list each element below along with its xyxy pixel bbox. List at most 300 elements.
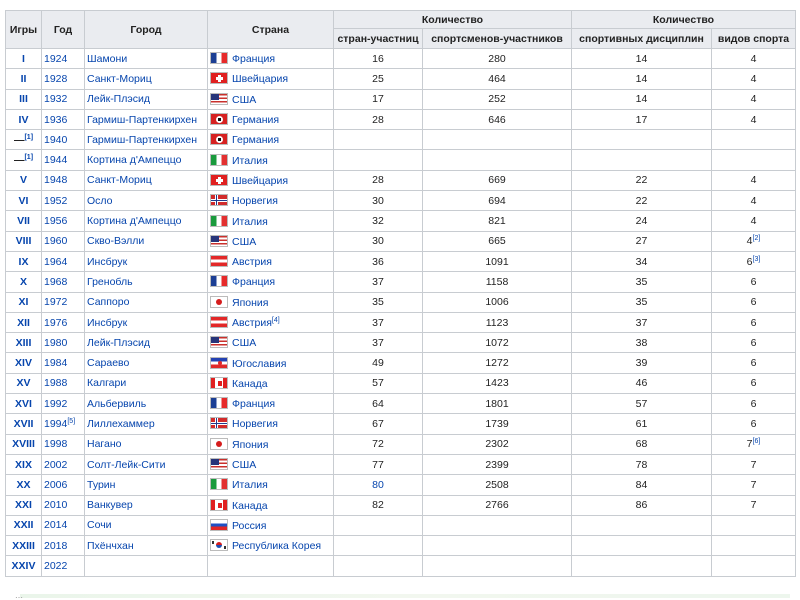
athletes-count-value: 1423 (485, 377, 509, 390)
disciplines-count-cell (572, 69, 712, 89)
year-cell (42, 231, 85, 251)
countries-count-value: 80 (372, 478, 384, 491)
country-link[interactable]: Швейцария (232, 73, 289, 86)
flag-de-icon[interactable] (210, 113, 228, 125)
year-link[interactable]: 1980 (44, 336, 68, 349)
games-number-link[interactable]: — (13, 133, 25, 146)
sports-count-cell (712, 231, 796, 251)
sports-count-cell (712, 211, 796, 231)
athletes-count-value: 280 (488, 52, 506, 65)
countries-count-value: 28 (372, 113, 384, 126)
countries-count-cell (334, 191, 423, 211)
athletes-count-cell (423, 414, 572, 434)
table-row (6, 515, 796, 535)
sports-count-cell (712, 191, 796, 211)
countries-count-cell (334, 536, 423, 556)
games-number-link[interactable]: XI (18, 296, 29, 309)
city-cell (85, 170, 208, 190)
athletes-count-cell (423, 475, 572, 495)
year-link[interactable]: 1972 (44, 296, 68, 309)
athletes-count-cell (423, 251, 572, 271)
disciplines-count-cell (572, 211, 712, 231)
city-link[interactable]: Лиллехаммер (87, 417, 155, 430)
athletes-count-cell (423, 211, 572, 231)
header-city[interactable]: Город (85, 11, 208, 49)
athletes-count-cell (423, 312, 572, 332)
year-link[interactable]: 1932 (44, 93, 68, 106)
country-link[interactable]: США (232, 93, 257, 106)
year-link[interactable]: 1956 (44, 215, 68, 228)
year-link[interactable]: 1984 (44, 357, 68, 370)
city-link[interactable]: Инсбрук (87, 255, 128, 268)
disciplines-count-value: 37 (635, 316, 648, 329)
city-cell (85, 414, 208, 434)
city-link[interactable]: Саппоро (87, 296, 130, 309)
city-cell (85, 292, 208, 312)
sports-count-cell (712, 353, 796, 373)
games-number-cell (6, 49, 42, 69)
year-link[interactable]: 1952 (44, 194, 68, 207)
city-cell (85, 272, 208, 292)
games-number-link[interactable]: XIII (15, 336, 32, 349)
year-link[interactable]: 1940 (44, 133, 68, 146)
sports-count-value: 4 (750, 194, 757, 207)
country-cell (208, 475, 334, 495)
city-cell (85, 394, 208, 414)
flag-at-icon[interactable] (210, 316, 228, 328)
year-link[interactable]: 2010 (44, 499, 68, 512)
footnote-ref[interactable]: [5] (67, 417, 76, 425)
year-cell (42, 49, 85, 69)
flag-fr-icon[interactable] (210, 275, 228, 287)
countries-count-cell (334, 231, 423, 251)
games-number-cell (6, 515, 42, 535)
country-link[interactable]: США (232, 337, 257, 350)
athletes-count-cell (423, 150, 572, 170)
city-cell (85, 333, 208, 353)
sports-count-value: 6 (750, 417, 757, 430)
sports-count-cell (712, 434, 796, 454)
sports-count-value: 6 (750, 275, 757, 288)
header-countries-count[interactable]: стран-участниц (334, 29, 423, 49)
year-cell (42, 191, 85, 211)
countries-count-value: 28 (372, 174, 384, 187)
games-number-link[interactable]: XXIII (12, 539, 35, 552)
games-number-link[interactable]: X (19, 275, 27, 288)
header-games[interactable]: Игры (6, 11, 42, 49)
disciplines-count-cell (572, 109, 712, 129)
country-cell (208, 231, 334, 251)
country-link[interactable]: Республика Корея (232, 540, 322, 553)
countries-count-value: 35 (372, 296, 384, 309)
city-link[interactable]: Санкт-Мориц (87, 72, 152, 85)
city-link[interactable]: Инсбрук (87, 316, 128, 329)
year-cell (42, 150, 85, 170)
countries-count-cell (334, 251, 423, 271)
games-number-link[interactable]: V (19, 174, 27, 187)
footnote-ref[interactable]: [4] (271, 317, 280, 324)
header-sports-count[interactable]: видов спорта (712, 29, 796, 49)
athletes-count-value: 1091 (485, 255, 509, 268)
footnote-ref[interactable]: [1] (24, 133, 34, 141)
athletes-count-cell (423, 292, 572, 312)
athletes-count-value: 1123 (485, 316, 509, 329)
athletes-count-cell (423, 49, 572, 69)
sports-count-value: 6 (750, 296, 757, 309)
country-link[interactable]: Канада (232, 377, 268, 390)
sports-count-value: 6 (750, 316, 757, 329)
flag-us-icon[interactable] (210, 458, 228, 470)
flag-jp-icon[interactable] (210, 438, 228, 450)
flag-fr-icon[interactable] (210, 52, 228, 64)
year-cell (42, 394, 85, 414)
sports-count-cell (712, 49, 796, 69)
table-row (6, 394, 796, 414)
games-number-cell (6, 333, 42, 353)
athletes-count-cell (423, 394, 572, 414)
flag-de-icon[interactable] (210, 133, 228, 145)
games-number-link[interactable]: XV (16, 377, 31, 390)
country-cell (208, 434, 334, 454)
footnote-ref[interactable]: [3] (752, 255, 761, 263)
year-link[interactable]: 2002 (44, 458, 68, 471)
sports-count-value: 4 (750, 215, 757, 228)
header-country[interactable]: Страна (208, 11, 334, 49)
year-cell (42, 373, 85, 393)
city-link[interactable]: Скво-Вэлли (87, 235, 145, 248)
year-link[interactable]: 1998 (44, 438, 68, 451)
year-link[interactable]: 1994 (44, 417, 68, 430)
city-link[interactable]: Пхёнчхан (87, 539, 134, 552)
city-link[interactable]: Гармиш-Партенкирхен (87, 113, 198, 126)
sports-count-cell (712, 109, 796, 129)
olympics-table-wrapper (5, 10, 796, 577)
flag-at-icon[interactable] (210, 255, 228, 267)
countries-count-value: 25 (372, 72, 384, 85)
countries-count-cell[interactable] (334, 475, 423, 495)
countries-count-cell (334, 170, 423, 190)
year-link[interactable]: 1936 (44, 113, 68, 126)
countries-count-cell (334, 69, 423, 89)
athletes-count-cell (423, 170, 572, 190)
footnote-ref[interactable]: [1] (24, 154, 34, 162)
countries-count-cell (334, 495, 423, 515)
games-number-cell (6, 89, 42, 109)
footnote-ref[interactable]: [2] (752, 235, 761, 243)
games-number-cell (6, 475, 42, 495)
year-link[interactable]: 1964 (44, 255, 68, 268)
year-link[interactable]: 2018 (44, 539, 68, 552)
disciplines-count-value: 57 (635, 397, 648, 410)
flag-it-icon[interactable] (210, 154, 228, 166)
city-cell (85, 556, 208, 576)
disciplines-count-cell (572, 454, 712, 474)
country-cell (208, 394, 334, 414)
flag-us-icon[interactable] (210, 336, 228, 348)
sports-count-cell (712, 536, 796, 556)
flag-ru-icon[interactable] (210, 519, 228, 531)
city-link[interactable]: Ванкувер (87, 499, 133, 512)
year-link[interactable]: 1988 (44, 377, 68, 390)
flag-us-icon[interactable] (210, 93, 228, 105)
games-number-link[interactable]: XII (17, 316, 30, 329)
city-link[interactable]: Калгари (87, 377, 127, 390)
games-number-cell (6, 536, 42, 556)
countries-count-cell (334, 394, 423, 414)
flag-fr-icon[interactable] (210, 397, 228, 409)
sports-count-cell (712, 373, 796, 393)
disciplines-count-cell (572, 333, 712, 353)
disciplines-count-cell (572, 353, 712, 373)
country-link[interactable]: Австрия (232, 317, 272, 329)
country-link[interactable]: Германия (232, 114, 280, 127)
games-number-cell (6, 414, 42, 434)
country-link[interactable]: Югославия (232, 357, 287, 370)
city-link[interactable]: Сараево (87, 357, 130, 370)
city-link[interactable]: Турин (87, 478, 116, 491)
disciplines-count-cell (572, 251, 712, 271)
table-row (6, 475, 796, 495)
games-number-link[interactable]: I (22, 52, 25, 65)
games-number-link[interactable]: VII (17, 215, 30, 228)
country-link[interactable]: Норвегия (232, 418, 278, 431)
table-row (6, 109, 796, 129)
country-link[interactable]: Канада (232, 499, 268, 512)
year-link[interactable]: 1968 (44, 275, 68, 288)
city-link[interactable]: Солт-Лейк-Сити (87, 458, 166, 471)
year-cell (42, 89, 85, 109)
games-number-cell (6, 69, 42, 89)
disciplines-count-value: 27 (635, 235, 648, 248)
countries-count-value: 37 (372, 336, 384, 349)
year-cell (42, 414, 85, 434)
country-link[interactable]: США (232, 459, 257, 472)
winter-olympics-table (5, 10, 796, 577)
country-link[interactable]: Россия (232, 519, 267, 532)
games-number-cell (6, 454, 42, 474)
year-cell (42, 454, 85, 474)
games-number-link[interactable]: XVII (13, 417, 34, 430)
games-number-link[interactable]: XX (16, 478, 31, 491)
country-link[interactable]: Италия (232, 215, 268, 228)
games-number-link[interactable]: XIV (15, 357, 32, 370)
games-number-link[interactable]: XVIII (12, 438, 35, 451)
table-row (6, 49, 796, 69)
athletes-count-value: 646 (488, 113, 506, 126)
table-row (6, 251, 796, 271)
header-athletes-count[interactable]: спортсменов-участников (423, 29, 572, 49)
sports-count-cell (712, 89, 796, 109)
country-link[interactable]: Швейцария (232, 174, 289, 187)
flag-ch-icon[interactable] (210, 72, 228, 84)
year-link[interactable]: 1948 (44, 174, 68, 187)
year-link[interactable]: 1944 (44, 154, 68, 167)
flag-us-icon[interactable] (210, 235, 228, 247)
city-link[interactable]: Санкт-Мориц (87, 174, 152, 187)
countries-count-cell (334, 49, 423, 69)
games-number-cell (6, 312, 42, 332)
countries-count-cell (334, 312, 423, 332)
disciplines-count-cell (572, 475, 712, 495)
country-link[interactable]: Германия (232, 134, 280, 147)
city-link[interactable]: Сочи (87, 519, 112, 532)
sports-count-cell (712, 495, 796, 515)
disciplines-count-value: 14 (635, 93, 648, 106)
games-number-cell (6, 251, 42, 271)
athletes-count-value: 1006 (485, 296, 509, 309)
games-number-link[interactable]: IX (18, 255, 29, 268)
disciplines-count-value: 61 (635, 417, 648, 430)
sports-count-value: 6 (750, 336, 757, 349)
flag-yu-icon[interactable] (210, 357, 228, 369)
city-link[interactable]: Лейк-Плэсид (87, 336, 150, 349)
flag-ca-icon[interactable] (210, 377, 228, 389)
countries-count-value: 36 (372, 255, 384, 268)
city-link[interactable]: Нагано (87, 438, 122, 451)
athletes-count-value: 1739 (485, 417, 509, 430)
games-number-link[interactable]: XXI (15, 499, 32, 512)
countries-count-cell (334, 211, 423, 231)
country-cell (208, 49, 334, 69)
sports-count-cell (712, 170, 796, 190)
country-link[interactable]: Италия (232, 479, 268, 492)
games-number-link[interactable]: III (19, 93, 28, 106)
country-link[interactable]: Франция (232, 276, 276, 289)
year-link[interactable]: 1928 (44, 72, 68, 85)
flag-ch-icon[interactable] (210, 174, 228, 186)
games-number-link[interactable]: II (20, 72, 27, 85)
athletes-count-cell (423, 515, 572, 535)
disciplines-count-cell (572, 312, 712, 332)
country-link[interactable]: США (232, 235, 257, 248)
disciplines-count-value: 17 (635, 113, 648, 126)
country-cell (208, 272, 334, 292)
city-cell (85, 89, 208, 109)
country-link[interactable]: Япония (232, 438, 269, 451)
athletes-count-value: 2766 (485, 499, 509, 512)
games-number-link[interactable]: IV (18, 113, 29, 126)
city-cell (85, 211, 208, 231)
games-number-link[interactable]: XVI (15, 397, 32, 410)
flag-jp-icon[interactable] (210, 296, 228, 308)
flag-kr-icon[interactable] (210, 539, 228, 551)
year-cell (42, 130, 85, 150)
disciplines-count-value: 22 (635, 194, 648, 207)
disciplines-count-cell (572, 191, 712, 211)
city-link[interactable]: Гармиш-Партенкирхен (87, 133, 198, 146)
countries-count-value: 77 (372, 458, 384, 471)
year-link[interactable]: 2006 (44, 478, 68, 491)
games-number-link[interactable]: VIII (15, 235, 32, 248)
disciplines-count-cell (572, 373, 712, 393)
city-link[interactable]: Осло (87, 194, 113, 207)
athletes-count-value: 1801 (485, 397, 509, 410)
countries-count-value: 17 (372, 93, 384, 106)
country-link[interactable]: Австрия (232, 256, 272, 269)
games-number-cell (6, 109, 42, 129)
athletes-count-cell (423, 454, 572, 474)
header-disciplines-count[interactable]: спортивных дисциплин (572, 29, 712, 49)
city-link[interactable]: Кортина д'Ампеццо (87, 215, 182, 228)
footnote-ref[interactable]: [6] (752, 438, 761, 446)
table-row (6, 353, 796, 373)
country-link[interactable]: Франция (232, 53, 276, 66)
athletes-count-value: 252 (488, 93, 506, 106)
flag-it-icon[interactable] (210, 478, 228, 490)
countries-count-value: 57 (372, 377, 384, 390)
athletes-count-cell (423, 536, 572, 556)
country-cell (208, 191, 334, 211)
year-cell (42, 536, 85, 556)
table-row (6, 231, 796, 251)
flag-it-icon[interactable] (210, 215, 228, 227)
sports-count-value: 6 (750, 357, 757, 370)
games-number-link[interactable]: VI (18, 194, 29, 207)
header-count-group-2: Количество (572, 11, 796, 29)
city-link[interactable]: Альбервиль (87, 397, 147, 410)
sports-count-value: 6 (750, 397, 757, 410)
flag-no-icon[interactable] (210, 417, 228, 429)
table-row (6, 170, 796, 190)
year-link[interactable]: 1992 (44, 397, 68, 410)
year-link[interactable]: 2014 (44, 519, 68, 532)
games-number-cell (6, 150, 42, 170)
city-link[interactable]: Кортина д'Ампеццо (87, 154, 182, 167)
year-cell (42, 312, 85, 332)
flag-no-icon[interactable] (210, 194, 228, 206)
country-cell (208, 150, 334, 170)
disciplines-count-cell (572, 130, 712, 150)
year-link[interactable]: 1976 (44, 316, 68, 329)
country-link[interactable]: Италия (232, 154, 268, 167)
year-cell (42, 515, 85, 535)
country-cell (208, 109, 334, 129)
flag-ca-icon[interactable] (210, 499, 228, 511)
year-cell (42, 353, 85, 373)
sports-count-cell (712, 312, 796, 332)
city-link[interactable]: Лейк-Плэсид (87, 93, 150, 106)
table-row (6, 292, 796, 312)
games-number-link[interactable]: XIX (15, 458, 32, 471)
city-link[interactable]: Гренобль (87, 275, 133, 288)
country-link[interactable]: Франция (232, 398, 276, 411)
disciplines-count-value: 14 (635, 72, 648, 85)
games-number-cell (6, 211, 42, 231)
city-cell (85, 434, 208, 454)
games-number-cell (6, 272, 42, 292)
games-number-link[interactable]: XXII (13, 519, 34, 532)
country-cell (208, 130, 334, 150)
year-link[interactable]: 1960 (44, 235, 68, 248)
year-cell (42, 333, 85, 353)
games-number-link[interactable]: XXIV (11, 560, 36, 573)
header-year[interactable]: Год (42, 11, 85, 49)
sports-count-cell (712, 333, 796, 353)
year-link[interactable]: 2022 (44, 560, 68, 573)
sports-count-value: 4 (750, 174, 757, 187)
year-link[interactable]: 1924 (44, 52, 68, 65)
games-number-link[interactable]: — (13, 154, 25, 167)
disciplines-count-value: 35 (635, 275, 648, 288)
athletes-count-cell (423, 130, 572, 150)
countries-count-cell (334, 434, 423, 454)
games-number-cell (6, 373, 42, 393)
country-link[interactable]: Норвегия (232, 195, 278, 208)
country-link[interactable]: Япония (232, 296, 269, 309)
city-cell (85, 536, 208, 556)
page-bottom-strip (20, 594, 790, 598)
city-link[interactable]: Шамони (87, 52, 128, 65)
